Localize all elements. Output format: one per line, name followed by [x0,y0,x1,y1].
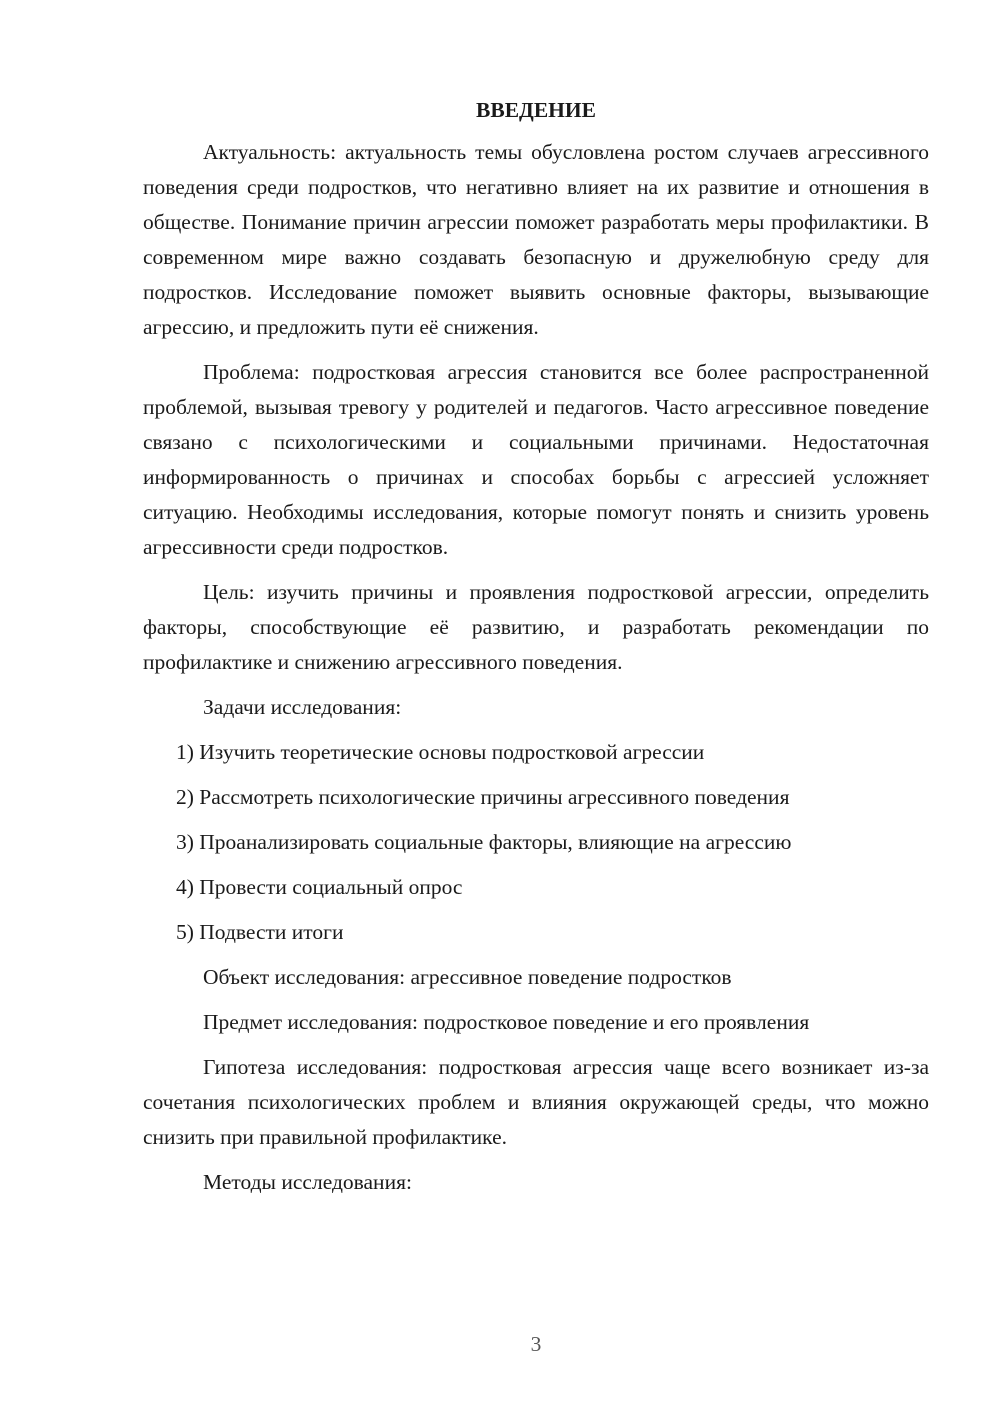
task-item: 3) Проанализировать социальные факторы, влияющие на агрессию [176,830,792,854]
object-line: Объект исследования: агрессивное поведение подростков [203,965,732,989]
page-number: 3 [530,1332,542,1356]
task-item: 4) Провести социальный опрос [176,875,463,899]
problem-paragraph: Проблема: подростковая агрессия становится все более распространенной проблемой, вызывая тревогу у родителей и педагогов. Часто агрессивное поведение связано с психологическими и социальными причинами. Недостаточная информированность о причинах и способах борьбы с агрессией усложняет ситуацию. Необходимы исследования, которые помогут понять и снизить уровень агрессивности среди подростков. [143,360,929,559]
section-title: ВВЕДЕНИЕ [476,98,596,122]
tasks-heading: Задачи исследования: [203,695,402,719]
relevance-paragraph: Актуальность: актуальность темы обусловлена ростом случаев агрессивного поведения среди подростков, что негативно влияет на их развитие и отношения в обществе. Понимание причин агрессии поможет разработать меры профилактики. В современном мире важно создавать безопасную и дружелюбную среду для подростков. Исследование поможет выявить основные факторы, вызывающие агрессию, и предложить пути её снижения. [143,140,929,339]
methods-heading: Методы исследования: [203,1170,412,1194]
task-item: 5) Подвести итоги [176,920,344,944]
hypothesis-paragraph: Гипотеза исследования: подростковая агрессия чаще всего возникает из-за сочетания психологических проблем и влияния окружающей среды, что можно снизить при правильной профилактике. [143,1055,929,1149]
task-item: 2) Рассмотреть психологические причины агрессивного поведения [176,785,790,809]
document-page [143,95,929,1210]
goal-paragraph: Цель: изучить причины и проявления подростковой агрессии, определить факторы, способствующие её развитию, и разработать рекомендации по профилактике и снижению агрессивного поведения. [143,580,929,674]
tasks-list [143,735,929,950]
subject-line: Предмет исследования: подростковое поведение и его проявления [203,1010,810,1034]
task-item: 1) Изучить теоретические основы подростковой агрессии [176,740,705,764]
